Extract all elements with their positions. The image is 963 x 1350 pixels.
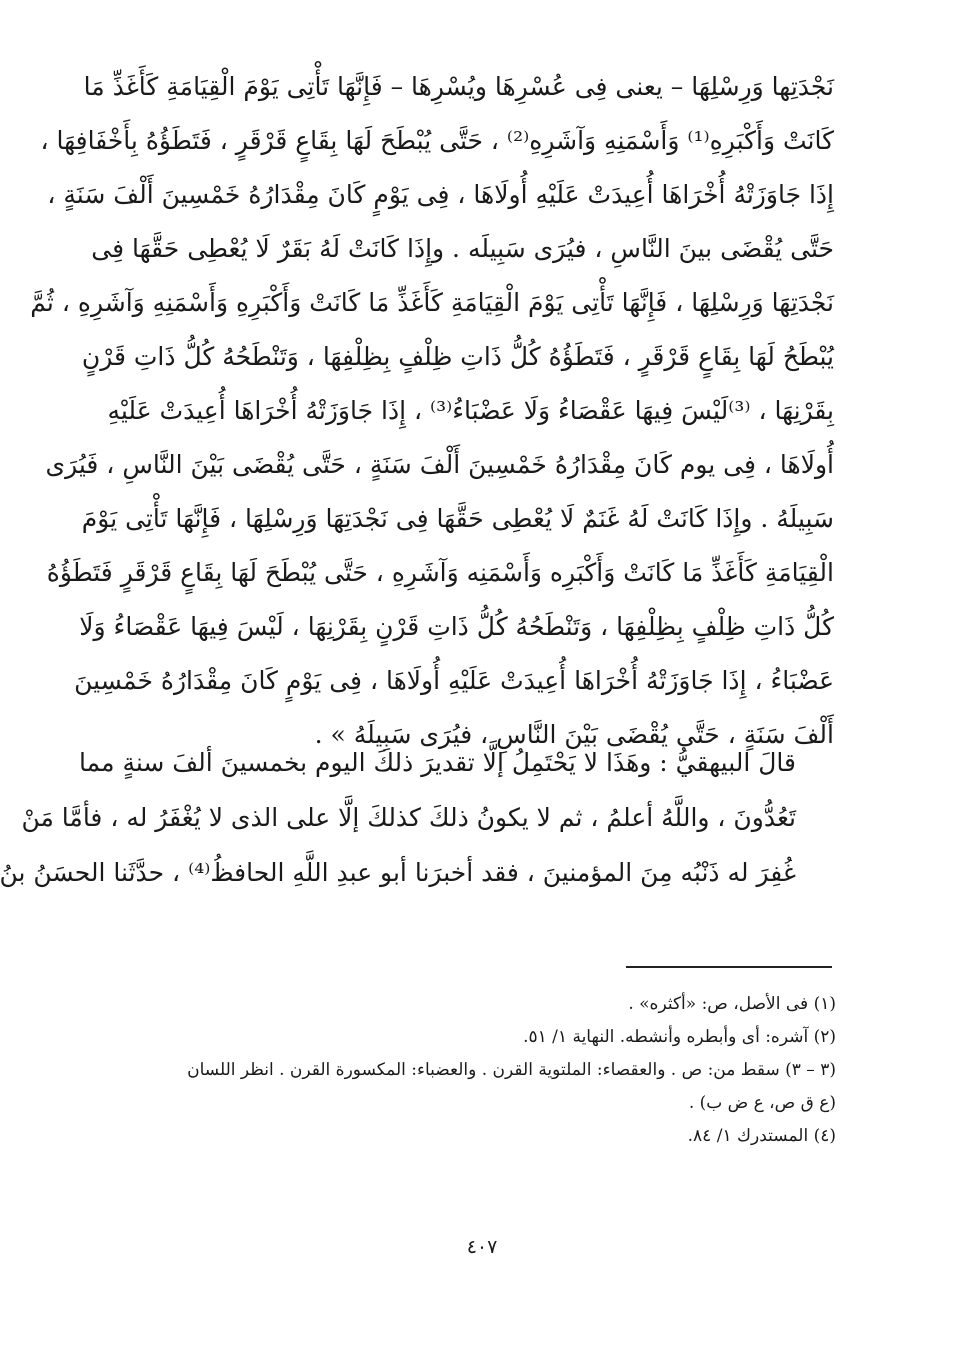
page-number: ٤٠٧	[466, 1236, 498, 1258]
footnote-3: (٣ – ٣) سقط من: ص . والعقصاء: الملتوية القرن . والعضباء: المكسورة القرن . انظر اللسان	[187, 1060, 836, 1080]
footnote-3-continuation: (ع ق ص، ع ض ب) .	[688, 1093, 836, 1113]
text-line: تَعُدُّونَ ، واللَّهُ أعلمُ ، ثم لا يكونُ ذلكَ كذلكَ إلَّا على الذى لا يُغْفَرُ له ، فأمَّا مَنْ	[21, 803, 796, 832]
text-line: أَلْفَ سَنَةٍ ، حَتَّى يُقْضَى بَيْنَ النَّاسِ ، فيُرَى سَبِيلَهُ » .	[314, 720, 834, 749]
bayhaqi-paragraph	[0, 735, 834, 900]
text-line: الْقِيَامَةِ كَأَغَذِّ مَا كَانَتْ وَأَكْبَرِه وَأَسْمَنِه وَآشَرِهِ ، حَتَّى يُبْطَحَ لَهَا بِقَاعٍ قَرْقَرٍ فَتَطَؤُهُ	[46, 558, 834, 587]
text-line: عَضْبَاءُ ، إِذَا جَاوَزَتْهُ أُخْرَاهَا أُعِيدَتْ عَلَيْهِ أُولَاهَا ، فِى يَوْمٍ كَانَ مِقْدَارُهُ خَمْسِينَ	[74, 666, 834, 695]
text-line: أُولَاهَا ، فِى يوم كَانَ مِقْدَارُهُ خَمْسِينَ أَلْفَ سَنَةٍ ، حَتَّى يُقْضَى بَيْنَ النَّاسِ ، فَيُرَى	[45, 450, 834, 479]
text-line: قالَ البيهقيُّ : وهَذَا لا يَحْتَمِلُ إلَّا تقديرَ ذلكَ اليوم بخمسينَ ألفَ سنةٍ مما	[79, 748, 796, 777]
text-line: نَجْدَتِهَا وَرِسْلِهَا ، فَإِنَّهَا تَأْتِى يَوْمَ الْقِيَامَةِ كَأَغَذِّ مَا كَانَتْ وَأَكْبَرِهِ وَأَسْمَنِهِ وَآشَرِهِ ، ثُمَّ	[30, 288, 834, 317]
text-line: يُبْطَحُ لَهَا بِقَاعٍ قَرْقَرٍ ، فَتَطَؤُهُ كُلُّ ذَاتِ ظِلْفٍ بِظِلْفِهَا ، وَتَنْطَحُهُ كُلُّ ذَاتِ قَرْنٍ	[81, 342, 834, 371]
text-line: كُلُّ ذَاتِ ظِلْفٍ بِظِلْفِهَا ، وَتَنْطَحُهُ كُلُّ ذَاتِ قَرْنٍ بِقَرْنِهَا ، لَيْسَ فِيهَا عَقْصَاءُ وَلَا	[79, 612, 834, 641]
footnote-divider	[626, 966, 832, 968]
text-line: بِقَرْنِهَا ، ⁽³⁾لَيْسَ فِيهَا عَقْصَاءُ وَلَا عَضْبَاءُ⁽³⁾ ، إِذَا جَاوَزَتْهُ أُخْرَاهَا أُعِيدَتْ عَلَيْهِ	[107, 396, 834, 425]
text-line: غُفِرَ له ذَنْبُه مِنَ المؤمنينَ ، فقد أخبرَنا أبو عبدِ اللَّهِ الحافظُ⁽⁴⁾ ، حدَّثَنا الحسَنُ بنُ	[0, 858, 796, 887]
footnotes	[120, 988, 836, 1153]
text-line: كَانَتْ وَأَكْبَرِهِ⁽¹⁾ وَأَسْمَنِهِ وَآشَرِهِ⁽²⁾ ، حَتَّى يُبْطَحَ لَهَا بِقَاعٍ قَرْقَرٍ ، فَتَطَؤُهُ بِأَخْفَافِهَا ،	[40, 126, 834, 155]
text-line: إِذَا جَاوَزَتْهُ أُخْرَاهَا أُعِيدَتْ عَلَيْهِ أُولَاهَا ، فِى يَوْمٍ كَانَ مِقْدَارُهُ خَمْسِينَ أَلْفَ سَنَةٍ ،	[47, 180, 834, 209]
text-line: نَجْدَتِها وَرِسْلِهَا – يعنى فِى عُسْرِهَا ويُسْرِهَا – فَإِنَّهَا تَأْتِى يَوْمَ الْقِيَامَةِ كَأَغَذِّ مَا	[83, 72, 834, 101]
footnote-2: (٢) آشره: أى وأبطره وأنشطه. النهاية ١/ ٥١.	[523, 1027, 836, 1047]
hadith-paragraph	[30, 60, 834, 762]
text-line: حَتَّى يُقْضَى بينَ النَّاسِ ، فيُرَى سَبِيلَه . وإِذَا كَانَتْ لَهُ بَقَرٌ لَا يُعْطِى حَقَّهَا فِى	[91, 234, 834, 263]
footnote-4: (٤) المستدرك ١/ ٨٤.	[687, 1126, 836, 1146]
footnote-1: (١) فى الأصل، ص: «أكثره» .	[628, 994, 836, 1014]
text-line: سَبِيلَهُ . وإِذَا كَانَتْ لَهُ غَنَمٌ لَا يُعْطِى حَقَّهَا فِى نَجْدَتِهَا وَرِسْلِهَا ، فَإِنَّهَا تَأْتِى يَوْمَ	[81, 504, 834, 533]
